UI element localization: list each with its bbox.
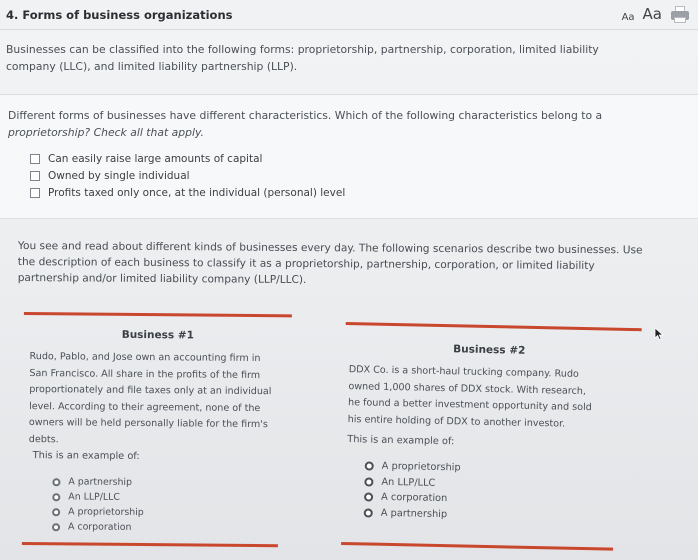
business-2-title: Business #2: [453, 343, 526, 357]
card-bottom-rule: [341, 542, 613, 551]
option-label: A corporation: [380, 492, 448, 505]
b1-option-corporation[interactable]: [52, 519, 144, 535]
prompt-line-1: Different forms of businesses have different characteristics. Which of the following characteristics belong to a: [8, 109, 603, 122]
check-label: Owned by single individual: [48, 169, 190, 182]
check-label: Profits taxed only once, at the individual (personal) level: [48, 186, 346, 199]
font-decrease-button[interactable]: Aa: [621, 12, 635, 23]
desc-line: he found a better investment opportunity and sold: [347, 397, 592, 414]
desc-line: Rudo, Pablo, and Jose own an accounting firm in: [29, 351, 261, 365]
print-icon[interactable]: [670, 5, 690, 23]
scenario-line-1: You see and read about different kinds of businesses every day. The following scenarios describe two businesses. Use: [17, 239, 643, 257]
option-label: A partnership: [380, 507, 448, 520]
scenario-text: [18, 238, 668, 291]
mouse-cursor-icon: [654, 327, 664, 341]
check-option-raise-capital[interactable]: [30, 150, 345, 167]
checkbox[interactable]: [30, 188, 40, 198]
characteristics-prompt: [8, 107, 648, 141]
business-2-description: [348, 362, 641, 434]
card-top-rule: [24, 312, 292, 317]
desc-line: debts.: [28, 433, 59, 445]
radio-button[interactable]: [364, 508, 373, 517]
business-2-card: [341, 310, 646, 560]
characteristics-panel: [0, 94, 698, 219]
checkbox[interactable]: [30, 171, 40, 181]
business-1-options: [52, 474, 144, 535]
b1-option-proprietorship[interactable]: [52, 504, 144, 520]
option-label: A partnership: [68, 476, 133, 488]
option-label: A proprietorship: [381, 461, 461, 474]
check-option-taxed-once[interactable]: [30, 184, 345, 201]
desc-line: San Francisco. All share in the profits of the firm: [29, 367, 261, 381]
b1-option-llp-llc[interactable]: [52, 489, 144, 505]
header-tools: [622, 5, 690, 23]
scenario-line-3: partnership and/or limited liability company (LLP/LLC).: [17, 271, 307, 287]
scenario-line-2: the description of each business to classify it as a proprietorship, partnership, corporation, or limited liability: [17, 255, 595, 273]
question-header: [0, 0, 698, 30]
prompt-line-2: proprietorship? Check all that apply.: [8, 126, 204, 139]
intro-text: [6, 41, 636, 75]
radio-button[interactable]: [52, 478, 60, 486]
font-increase-button[interactable]: Aa: [642, 5, 662, 23]
desc-line: proportionately and file taxes only at an individual: [29, 384, 272, 398]
radio-button[interactable]: [52, 508, 60, 516]
business-2-example-label: This is an example of:: [347, 434, 455, 448]
card-top-rule: [346, 322, 642, 331]
radio-button[interactable]: [52, 523, 60, 531]
b2-option-partnership[interactable]: [364, 505, 460, 523]
radio-button[interactable]: [364, 493, 373, 502]
checkbox[interactable]: [30, 154, 40, 164]
check-option-single-owner[interactable]: [30, 167, 345, 184]
radio-button[interactable]: [52, 493, 60, 501]
desc-line: DDX Co. is a short-haul trucking company. Rudo: [348, 364, 579, 380]
business-1-example-label: This is an example of:: [32, 450, 140, 463]
b1-option-partnership[interactable]: [52, 474, 144, 490]
intro-line-2: company (LLC), and limited liability partnership (LLP).: [6, 60, 298, 73]
business-2-options: [364, 458, 461, 522]
desc-line: owned 1,000 shares of DDX stock. With research,: [348, 380, 587, 397]
intro-line-1: Businesses can be classified into the following forms: proprietorship, partnership, corporation, limited liability: [6, 43, 599, 56]
business-1-card: [22, 302, 294, 554]
option-label: An LLP/LLC: [381, 476, 436, 489]
option-label: A corporation: [67, 521, 132, 533]
business-1-description: [29, 349, 282, 450]
radio-button[interactable]: [365, 462, 374, 471]
option-label: An LLP/LLC: [68, 491, 120, 503]
desc-line: level. According to their agreement, none of the: [29, 400, 261, 414]
question-title: 4. Forms of business organizations: [6, 8, 233, 22]
option-label: A proprietorship: [68, 506, 144, 519]
characteristics-checklist: [30, 150, 345, 201]
radio-button[interactable]: [364, 477, 373, 486]
check-label: Can easily raise large amounts of capital: [48, 152, 263, 165]
card-bottom-rule: [22, 542, 278, 547]
desc-line: owners will be held personally liable for the firm's: [28, 417, 268, 431]
desc-line: his entire holding of DDX to another investor.: [347, 413, 566, 430]
business-1-title: Business #1: [121, 328, 194, 342]
